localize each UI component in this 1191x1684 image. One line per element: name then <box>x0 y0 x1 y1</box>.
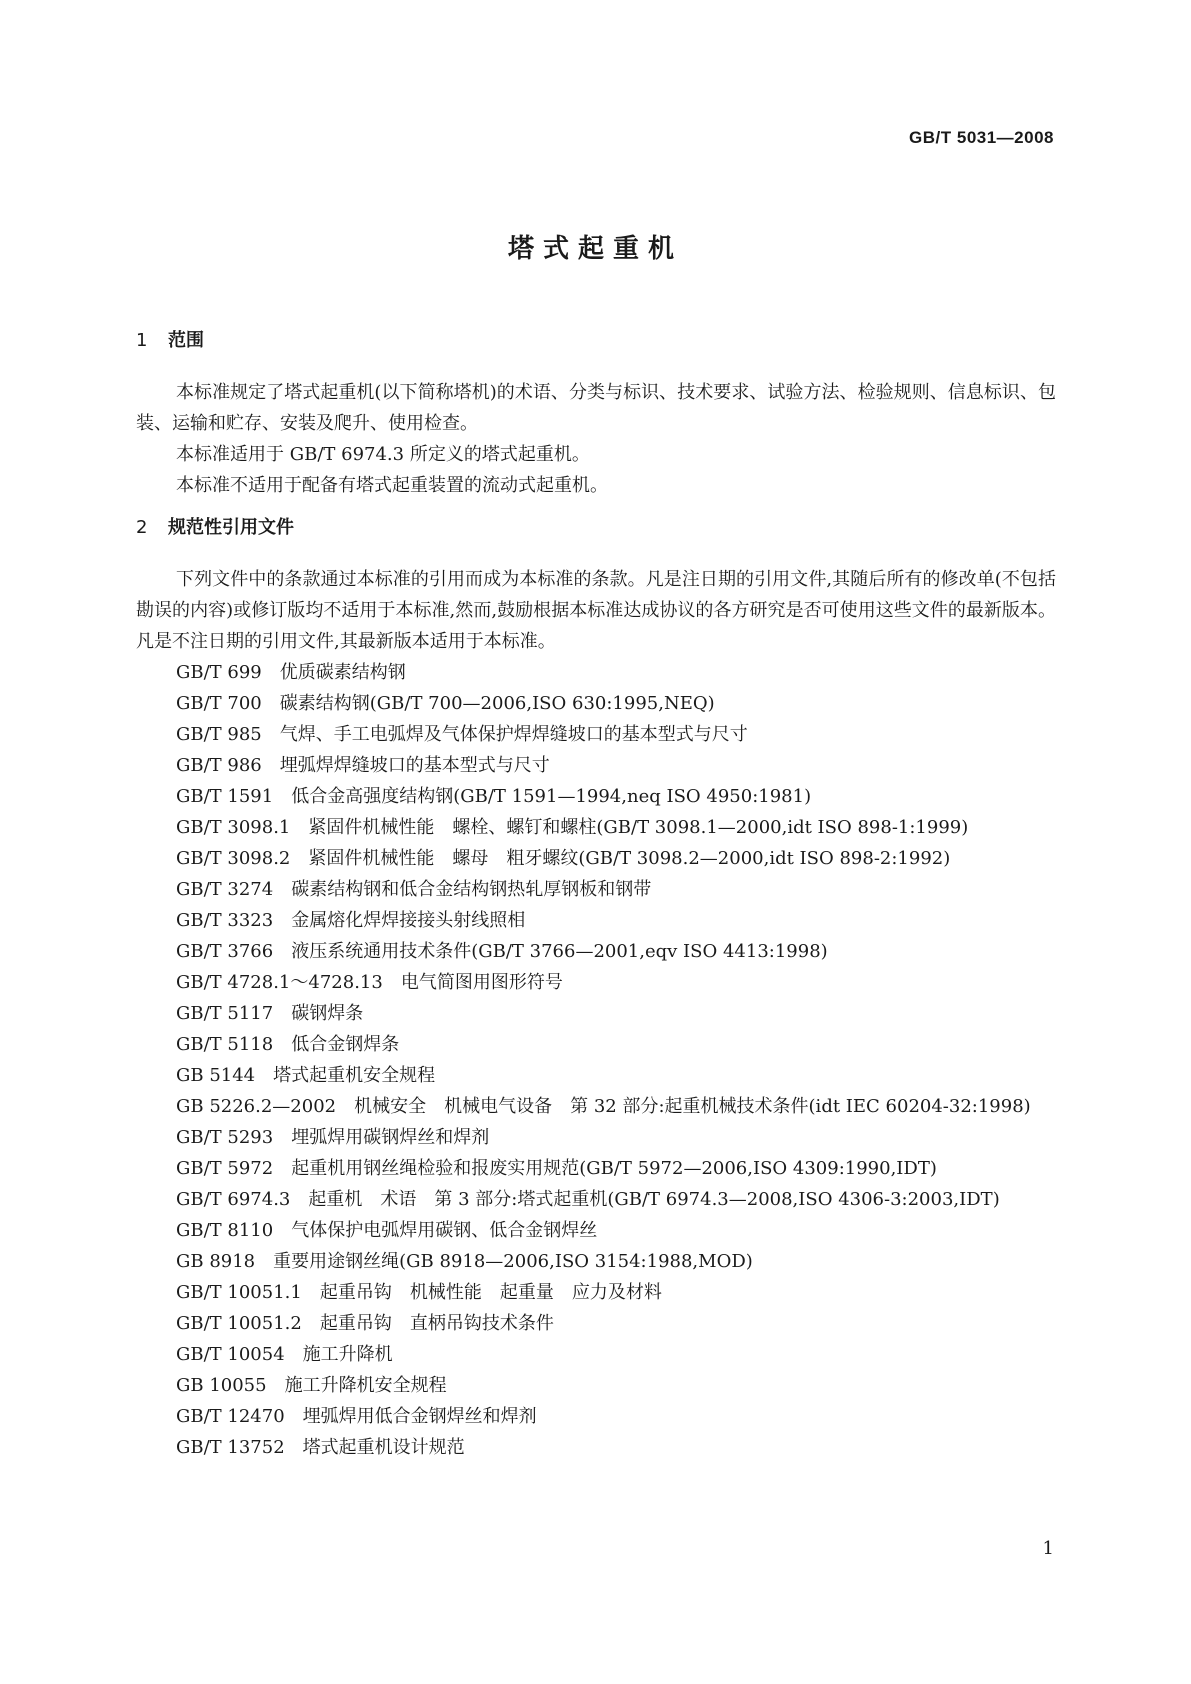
reference-code: GB/T 10051.2 <box>176 1313 302 1334</box>
reference-item <box>136 843 1056 874</box>
section-number: 1 <box>136 330 148 351</box>
reference-title: 优质碳素结构钢 <box>279 662 406 683</box>
document-body <box>136 326 1056 1463</box>
reference-item <box>136 1215 1056 1246</box>
reference-item <box>136 1370 1056 1401</box>
reference-title: 塔式起重机设计规范 <box>302 1437 465 1458</box>
reference-title: 低合金钢焊条 <box>291 1034 400 1055</box>
reference-list <box>136 657 1056 1463</box>
reference-title: 低合金高强度结构钢(GB/T 1591—1994,neq ISO 4950:1981) <box>291 786 812 807</box>
reference-item <box>136 936 1056 967</box>
reference-code: GB/T 3098.2 <box>176 848 291 869</box>
page-number: 1 <box>1042 1538 1054 1559</box>
reference-title: 电气简图用图形符号 <box>400 972 563 993</box>
section-number: 2 <box>136 517 148 538</box>
reference-item <box>136 1432 1056 1463</box>
scope-paragraph: 本标准规定了塔式起重机(以下简称塔机)的术语、分类与标识、技术要求、试验方法、检验规则、信息标识、包装、运输和贮存、安装及爬升、使用检查。 <box>136 382 1056 434</box>
reference-item <box>136 1308 1056 1339</box>
reference-code: GB 5226.2—2002 <box>176 1096 337 1117</box>
reference-title: 埋弧焊焊缝坡口的基本型式与尺寸 <box>279 755 550 776</box>
reference-title: 气焊、手工电弧焊及气体保护焊焊缝坡口的基本型式与尺寸 <box>279 724 748 745</box>
reference-code: GB/T 5117 <box>176 1003 274 1024</box>
section-title: 范围 <box>168 330 204 351</box>
reference-title: 紧固件机械性能 螺栓、螺钉和螺柱(GB/T 3098.1—2000,idt ISO 898-1:1999) <box>308 817 969 838</box>
reference-title: 金属熔化焊焊接接头射线照相 <box>291 910 526 931</box>
reference-item <box>136 1401 1056 1432</box>
reference-code: GB/T 985 <box>176 724 262 745</box>
reference-title: 重要用途钢丝绳(GB 8918—2006,ISO 3154:1988,MOD) <box>273 1251 753 1272</box>
reference-code: GB/T 10051.1 <box>176 1282 302 1303</box>
reference-item <box>136 874 1056 905</box>
reference-code: GB/T 700 <box>176 693 262 714</box>
reference-title: 起重机 术语 第 3 部分:塔式起重机(GB/T 6974.3—2008,ISO 4306-3:2003,IDT) <box>308 1189 1000 1210</box>
reference-code: GB/T 4728.1～4728.13 <box>176 972 383 993</box>
reference-title: 埋弧焊用碳钢焊丝和焊剂 <box>291 1127 490 1148</box>
reference-item <box>136 657 1056 688</box>
reference-title: 气体保护电弧焊用碳钢、低合金钢焊丝 <box>291 1220 598 1241</box>
reference-item <box>136 781 1056 812</box>
reference-item <box>136 1246 1056 1277</box>
reference-item <box>136 719 1056 750</box>
reference-title: 起重吊钩 直柄吊钩技术条件 <box>319 1313 554 1334</box>
reference-item <box>136 1060 1056 1091</box>
reference-item <box>136 1277 1056 1308</box>
reference-code: GB/T 12470 <box>176 1406 285 1427</box>
document-title: 塔式起重机 <box>507 234 683 264</box>
reference-code: GB/T 8110 <box>176 1220 274 1241</box>
reference-item <box>136 967 1056 998</box>
reference-code: GB/T 3323 <box>176 910 274 931</box>
references-intro: 下列文件中的条款通过本标准的引用而成为本标准的条款。凡是注日期的引用文件,其随后所有的修改单(不包括勘误的内容)或修订版均不适用于本标准,然而,鼓励根据本标准达成协议的各方研究是否可使用这些文件的最新版本。凡是不注日期的引用文件,其最新版本适用于本标准。 <box>136 569 1056 652</box>
reference-title: 机械安全 机械电气设备 第 32 部分:起重机械技术条件(idt IEC 60204-32:1998) <box>354 1096 1031 1117</box>
reference-code: GB/T 13752 <box>176 1437 285 1458</box>
reference-title: 碳素结构钢(GB/T 700—2006,ISO 630:1995,NEQ) <box>279 693 715 714</box>
reference-title: 液压系统通用技术条件(GB/T 3766—2001,eqv ISO 4413:1998) <box>291 941 828 962</box>
reference-title: 埋弧焊用低合金钢焊丝和焊剂 <box>302 1406 537 1427</box>
reference-item <box>136 1091 1056 1122</box>
reference-title: 碳钢焊条 <box>291 1003 364 1024</box>
reference-item <box>136 1153 1056 1184</box>
reference-title: 塔式起重机安全规程 <box>273 1065 436 1086</box>
reference-item <box>136 1339 1056 1370</box>
reference-title: 起重机用钢丝绳检验和报废实用规范(GB/T 5972—2006,ISO 4309:1990,IDT) <box>291 1158 937 1179</box>
reference-code: GB/T 5293 <box>176 1127 274 1148</box>
reference-code: GB/T 6974.3 <box>176 1189 291 1210</box>
section-title: 规范性引用文件 <box>168 517 294 538</box>
reference-code: GB 5144 <box>176 1065 256 1086</box>
reference-item <box>136 1029 1056 1060</box>
reference-item <box>136 1122 1056 1153</box>
reference-item <box>136 812 1056 843</box>
section-heading-normative-references <box>136 513 1056 544</box>
reference-code: GB/T 5972 <box>176 1158 274 1179</box>
reference-item <box>136 688 1056 719</box>
reference-title: 起重吊钩 机械性能 起重量 应力及材料 <box>319 1282 662 1303</box>
reference-code: GB/T 10054 <box>176 1344 285 1365</box>
scope-paragraph: 本标准适用于 GB/T 6974.3 所定义的塔式起重机。 <box>176 444 590 465</box>
reference-code: GB/T 3098.1 <box>176 817 291 838</box>
reference-code: GB/T 3766 <box>176 941 274 962</box>
reference-code: GB 8918 <box>176 1251 256 1272</box>
scope-paragraph: 本标准不适用于配备有塔式起重装置的流动式起重机。 <box>176 475 608 496</box>
reference-code: GB/T 699 <box>176 662 262 683</box>
reference-code: GB/T 986 <box>176 755 262 776</box>
reference-code: GB/T 1591 <box>176 786 274 807</box>
reference-title: 施工升降机 <box>302 1344 393 1365</box>
reference-item <box>136 750 1056 781</box>
reference-item <box>136 1184 1056 1215</box>
reference-title: 碳素结构钢和低合金结构钢热轧厚钢板和钢带 <box>291 879 652 900</box>
reference-code: GB/T 5118 <box>176 1034 274 1055</box>
reference-item <box>136 998 1056 1029</box>
reference-code: GB 10055 <box>176 1375 267 1396</box>
reference-item <box>136 905 1056 936</box>
reference-title: 施工升降机安全规程 <box>284 1375 447 1396</box>
reference-title: 紧固件机械性能 螺母 粗牙螺纹(GB/T 3098.2—2000,idt ISO 898-2:1992) <box>308 848 951 869</box>
standard-number: GB/T 5031—2008 <box>909 128 1054 147</box>
section-heading-scope <box>136 326 1056 357</box>
reference-code: GB/T 3274 <box>176 879 274 900</box>
